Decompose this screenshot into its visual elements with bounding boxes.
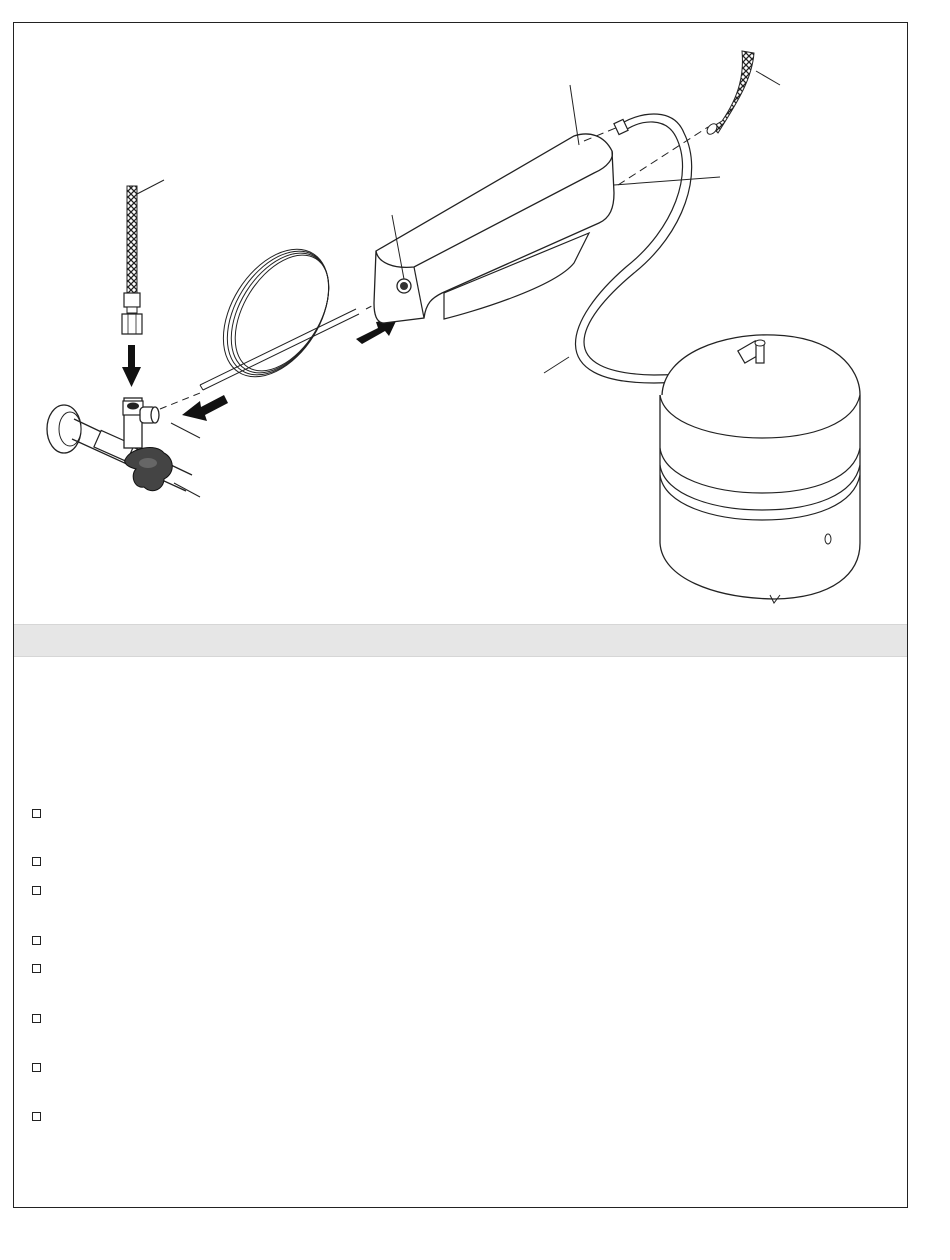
- coiled-tubing-icon: [200, 230, 359, 395]
- installation-diagram: [14, 23, 907, 623]
- filter-housing-icon: [374, 85, 720, 323]
- checklist-item: [32, 857, 892, 871]
- storage-tank-icon: [660, 335, 860, 603]
- checkbox[interactable]: [32, 936, 41, 945]
- page-frame: [13, 22, 908, 1208]
- checklist-item: [32, 936, 892, 950]
- checklist-item: [32, 886, 892, 900]
- flex-hose-icon: [122, 180, 164, 334]
- section-header: [14, 624, 907, 657]
- checklist-item: [32, 1063, 892, 1077]
- outlet-hose-icon: [705, 51, 780, 136]
- checkbox[interactable]: [32, 964, 41, 973]
- checklist-item: [32, 964, 892, 978]
- checkbox[interactable]: [32, 1063, 41, 1072]
- checklist-item: [32, 1014, 892, 1028]
- checklist-item: [32, 1112, 892, 1126]
- shutoff-valve-icon: [47, 398, 192, 491]
- checkbox[interactable]: [32, 857, 41, 866]
- checkbox[interactable]: [32, 1112, 41, 1121]
- arrow-left-icon: [182, 395, 228, 421]
- checkbox[interactable]: [32, 886, 41, 895]
- checkbox[interactable]: [32, 1014, 41, 1023]
- checkbox[interactable]: [32, 809, 41, 818]
- checklist-item: [32, 809, 892, 823]
- arrow-down-icon: [122, 345, 141, 387]
